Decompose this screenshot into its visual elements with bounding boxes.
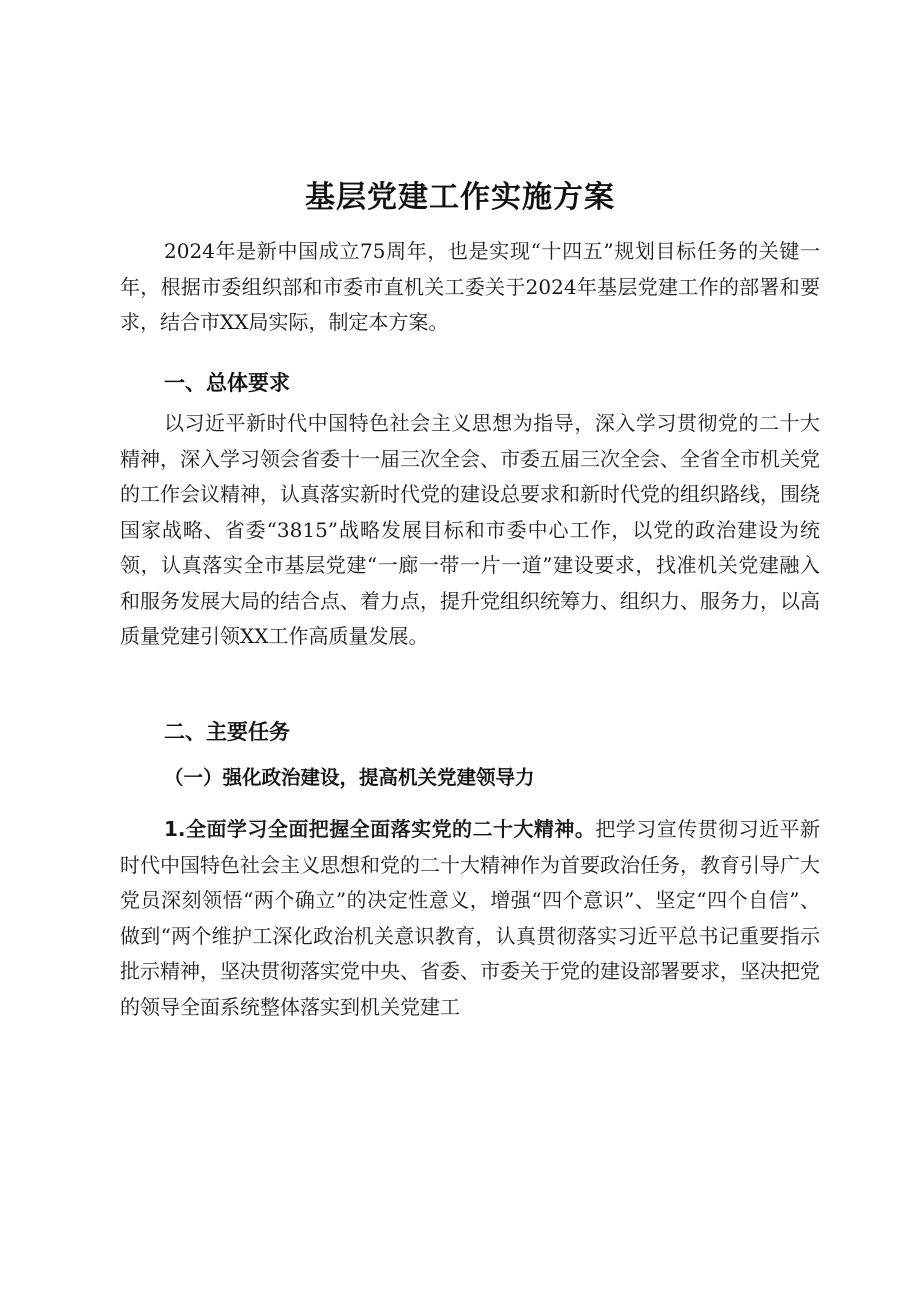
general-requirements-paragraph: 以习近平新时代中国特色社会主义思想为指导，深入学习贯彻党的二十大精神，深入学习领会省委十一届三次全会、市委五届三次全会、全省全市机关党的工作会议精神，认真落实新时代党的建设总要求和新时代党的组织路线，围绕国家战略、省委“3815”战略发展目标和市委中心工作，以党的政治建设为统领，认真落实全市基层党建“一廊一带一片一道”建设要求，找准机关党建融入和服务发展大局的结合点、着力点，提升党组织统筹力、组织力、服务力，以高质量党建引领XX工作高质量发展。 bbox=[120, 411, 820, 648]
section-heading-general-requirements: 一、总体要求 bbox=[164, 371, 290, 395]
task-item-text: 把学习宣传贯彻习近平新时代中国特色社会主义思想和党的二十大精神作为首要政治任务，教育引导广大党员深刻领悟“两个确立”的决定性意义，增强“四个意识”、坚定“四个自信”、做到“两个维护工深化政治机关意识教育，认真贯彻落实习近平总书记重要指示批示精神，坚决贯彻落实党中央、省委、市委关于党的建设部署要求，坚决把党的领导全面系统整体落实到机关党建工 bbox=[120, 817, 821, 1019]
task-item-paragraph bbox=[120, 812, 820, 1025]
intro-paragraph: 2024年是新中国成立75周年，也是实现“十四五”规划目标任务的关键一年，根据市委组织部和市委市直机关工委关于2024年基层党建工作的部署和要求，结合市XX局实际，制定本方案。 bbox=[120, 239, 820, 334]
document-title: 基层党建工作实施方案 bbox=[305, 180, 615, 215]
section-heading-main-tasks: 二、主要任务 bbox=[164, 720, 290, 744]
task-item-lead: 1.全面学习全面把握全面落实党的二十大精神。 bbox=[164, 817, 596, 841]
subsection-heading-political-building: （一）强化政治建设，提高机关党建领导力 bbox=[164, 766, 535, 789]
